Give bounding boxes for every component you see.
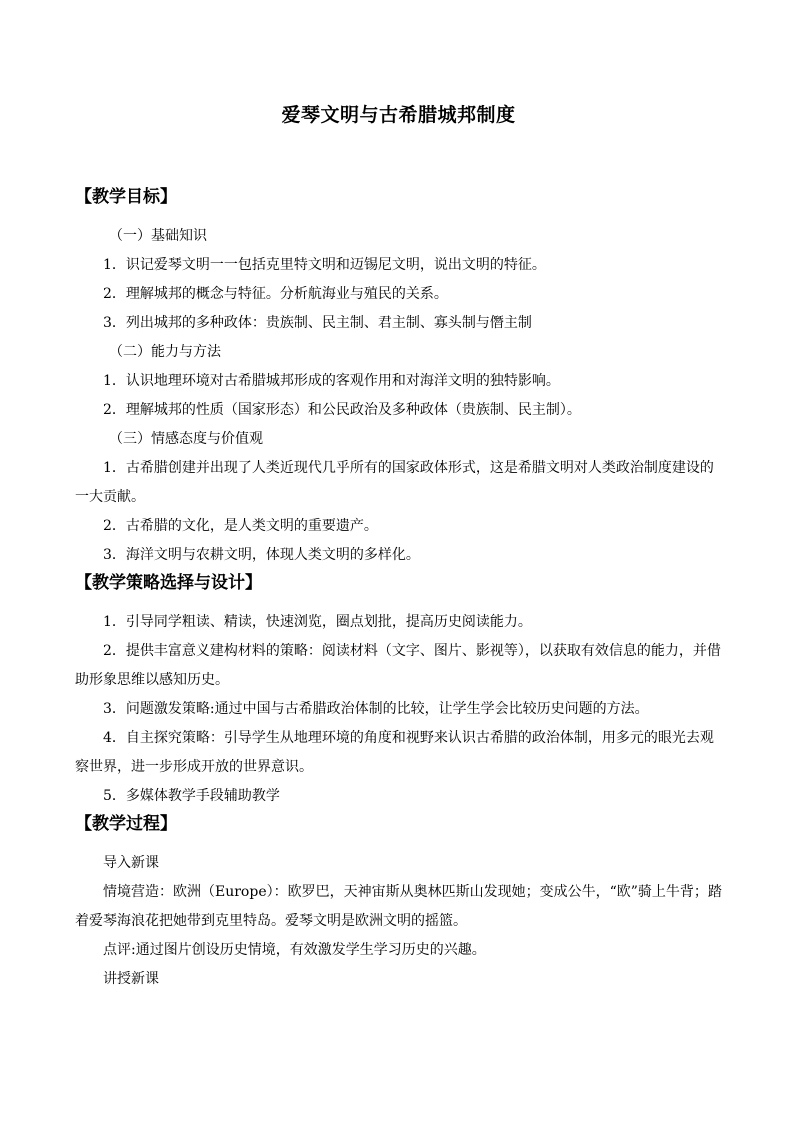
paragraph: 讲授新课 [103,971,159,987]
paragraph: 1．引导同学粗读、精读，快速浏览，圈点划批，提高历史阅读能力。 [103,614,532,630]
subheading: （二）能力与方法 [109,344,221,360]
paragraph: 2．理解城邦的性质（国家形态）和公民政治及多种政体（贵族制、民主制）。 [103,402,581,418]
paragraph: 3．问题激发策略:通过中国与古希腊政治体制的比较，让学生学会比较历史问题的方法。 [103,701,649,717]
paragraph: 4．自主探究策略：引导学生从地理环境的角度和视野来认识古希腊的政治体制，用多元的眼光去观察世界，进一步形成开放的世界意识。 [75,730,714,775]
section-teaching-goals [75,184,722,570]
section-heading: 【教学过程】 [75,814,177,834]
subheading: （三）情感态度与价值观 [109,431,263,447]
paragraph: 2．理解城邦的概念与特征。分析航海业与殖民的关系。 [103,286,448,302]
paragraph: 点评:通过图片创设历史情境，有效激发学生学习历史的兴趣。 [103,942,486,958]
paragraph: 3．海洋文明与农耕文明，体现人类文明的多样化。 [103,547,420,563]
paragraph: 2．古希腊的文化，是人类文明的重要遗产。 [103,518,378,534]
paragraph: 5．多媒体教学手段辅助教学 [103,788,280,804]
paragraph: 2．提供丰富意义建构材料的策略：阅读材料（文字、图片、影视等），以获取有效信息的能力，并借助形象思维以感知历史。 [75,643,721,688]
section-heading: 【教学策略选择与设计】 [75,573,262,593]
paragraph: 1．古希腊创建并出现了人类近现代几乎所有的国家政体形式，这是希腊文明对人类政治制度建设的一大贡献。 [75,460,714,505]
paragraph: 1．识记爱琴文明一一包括克里特文明和迈锡尼文明，说出文明的特征。 [103,257,546,273]
paragraph: 3．列出城邦的多种政体：贵族制、民主制、君主制、寡头制与僭主制 [103,315,532,331]
paragraph: 1．认识地理环境对古希腊城邦形成的客观作用和对海洋文明的独特影响。 [103,373,560,389]
document-title: 爱琴文明与古希腊城邦制度 [281,104,516,126]
section-heading: 【教学目标】 [75,187,177,207]
paragraph: 情境营造：欧洲（Europe）：欧罗巴，天神宙斯从奥林匹斯山发现她；变成公牛，“欧”骑上牛背；踏着爱琴海浪花把她带到克里特岛。爱琴文明是欧洲文明的摇篮。 [75,884,722,929]
subheading: （一）基础知识 [109,228,207,244]
section-teaching-strategy [75,570,722,811]
section-teaching-process [75,811,722,994]
paragraph: 导入新课 [103,855,159,871]
